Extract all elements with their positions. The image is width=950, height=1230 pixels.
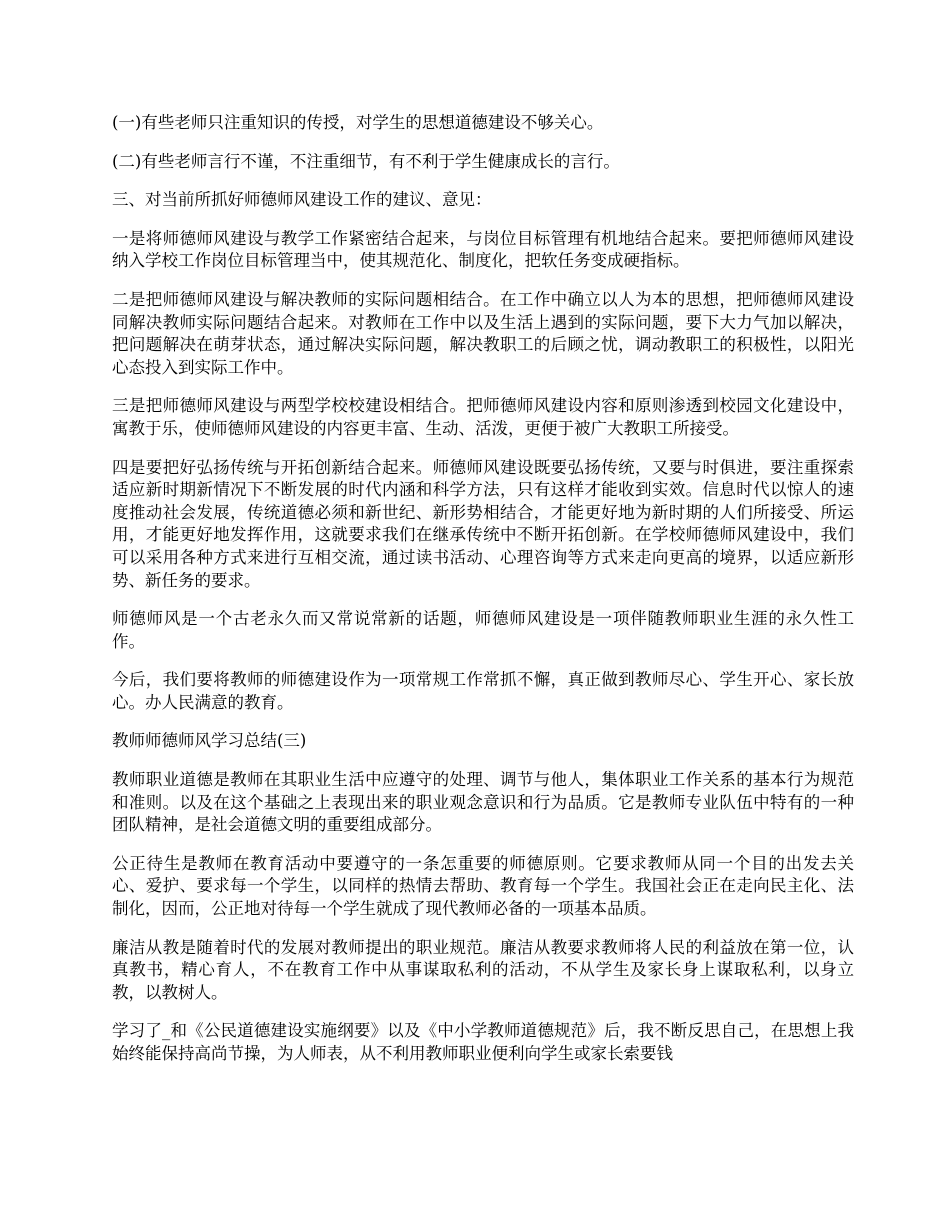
- section-title-summary-3: 教师师德师风学习总结(三): [112, 731, 307, 751]
- paragraph-13: 廉洁从教是随着时代的发展对教师提出的职业规范。廉洁从教要求教师将人民的利益放在第一位，认真教书，精心育人，不在教育工作中从事谋取私利的活动，不从学生及家长身上谋取私利，以身立教，以教树人。: [112, 937, 854, 1002]
- paragraph-5: 二是把师德师风建设与解决教师的实际问题相结合。在工作中确立以人为本的思想，把师德师风建设同解决教师实际问题结合起来。对教师在工作中以及生活上遇到的实际问题，要下大力气加以解决，把问题解决在萌芽状态，通过解决实际问题，解决教职工的后顾之忧，调动教职工的积极性，以阳光心态投入到实际工作中。: [112, 289, 854, 377]
- paragraph-2: (二)有些老师言行不谨，不注重细节，有不利于学生健康成长的言行。: [112, 151, 620, 171]
- section-heading-suggestions: 三、对当前所抓好师德师风建设工作的建议、意见：: [112, 190, 492, 210]
- paragraph-8: 师德师风是一个古老永久而又常说常新的话题，师德师风建设是一项伴随教师职业生涯的永久性工作。: [112, 609, 854, 651]
- paragraph-7: 四是要把好弘扬传统与开拓创新结合起来。师德师风建设既要弘扬传统，又要与时俱进，要注重探索适应新时期新情况下不断发展的时代内涵和科学方法，只有这样才能收到实效。信息时代以惊人的速度推动社会发展，传统道德必须和新世纪、新形势相结合，才能更好地为新时期的人们所接受、所运用，才能更好地发挥作用，这就要求我们在继承传统中不断开拓创新。在学校师德师风建设中，我们可以采用各种方式来进行互相交流，通过读书活动、心理咨询等方式来走向更高的境界，以适应新形势、新任务的要求。: [112, 457, 854, 590]
- paragraph-9: 今后，我们要将教师的师德建设作为一项常规工作常抓不懈，真正做到教师尽心、学生开心、家长放心。办人民满意的教育。: [112, 670, 854, 712]
- paragraph-6: 三是把师德师风建设与两型学校校建设相结合。把师德师风建设内容和原则渗透到校园文化建设中，寓教于乐，使师德师风建设的内容更丰富、生动、活泼，更便于被广大教职工所接受。: [112, 396, 854, 438]
- paragraph-12: 公正待生是教师在教育活动中要遵守的一条怎重要的师德原则。它要求教师从同一个目的出发去关心、爱护、要求每一个学生，以同样的热情去帮助、教育每一个学生。我国社会正在走向民主化、法制化，因而，公正地对待每一个学生就成了现代教师必备的一项基本品质。: [112, 853, 854, 919]
- paragraph-14: 学习了_和《公民道德建设实施纲要》以及《中小学教师道德规范》后，我不断反思自己，在思想上我始终能保持高尚节操，为人师表，从不利用教师职业便利向学生或家长索要钱: [112, 1021, 854, 1063]
- paragraph-11: 教师职业道德是教师在其职业生活中应遵守的处理、调节与他人，集体职业工作关系的基本行为规范和准则。以及在这个基础之上表现出来的职业观念意识和行为品质。它是教师专业队伍中特有的一种团队精神，是社会道德文明的重要组成部分。: [112, 770, 854, 835]
- document-page: [112, 112, 854, 1082]
- paragraph-4: 一是将师德师风建设与教学工作紧密结合起来，与岗位目标管理有机地结合起来。要把师德师风建设纳入学校工作岗位目标管理当中，使其规范化、制度化，把软任务变成硬指标。: [112, 228, 854, 271]
- paragraph-1: (一)有些老师只注重知识的传授，对学生的思想道德建设不够关心。: [112, 113, 604, 132]
